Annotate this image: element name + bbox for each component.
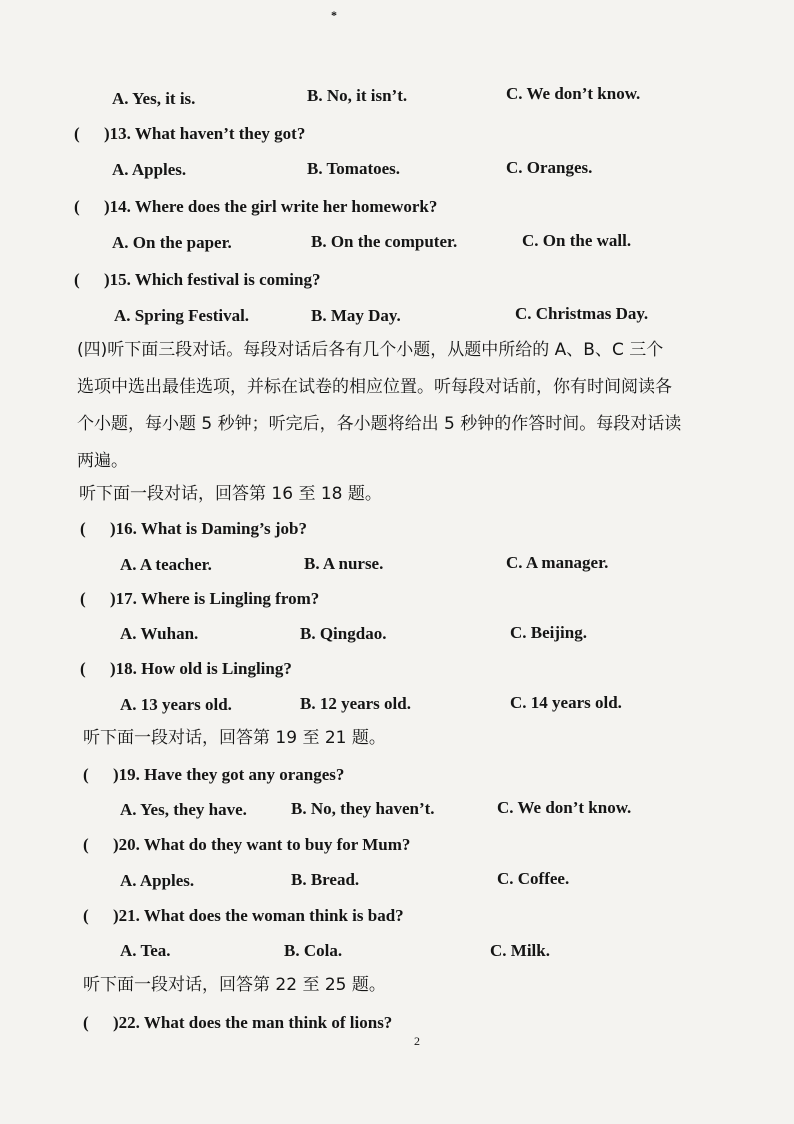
question-text: Where is Lingling from? [140, 589, 320, 608]
q21-option-c: C. Milk. [490, 941, 550, 960]
q21-option-b: B. Cola. [284, 941, 343, 960]
question-20: ( )20. What do they want to buy for Mum? [83, 835, 411, 854]
question-number: 18 [115, 659, 133, 678]
paren-close: ) [113, 1013, 119, 1032]
instruction-line: 两遍。 [77, 451, 128, 471]
q20-option-c: C. Coffee. [497, 869, 570, 888]
question-13: ( )13. What haven’t they got? [74, 124, 306, 143]
q14-option-c: C. On the wall. [522, 231, 632, 250]
question-number: 21 [118, 906, 136, 925]
question-text: How old is Lingling? [141, 659, 292, 678]
question-text: What haven’t they got? [134, 124, 306, 143]
q14-option-a: A. On the paper. [112, 233, 232, 252]
question-22: ( )22. What does the man think of lions? [83, 1013, 393, 1032]
q16-option-c: C. A manager. [506, 553, 609, 572]
q20-option-b: B. Bread. [291, 870, 360, 889]
q19-option-a: A. Yes, they have. [120, 800, 247, 819]
dialog-intro-1: 听下面一段对话，回答第 16 至 18 题。 [79, 484, 382, 504]
instruction-line: (四)听下面三段对话。每段对话后各有几个小题，从题中所给的 A、B、C 三个 [77, 340, 664, 360]
question-text: Have they got any oranges? [144, 765, 345, 784]
q13-option-b: B. Tomatoes. [307, 159, 401, 178]
question-number: 13 [109, 124, 127, 143]
question-number: 19 [118, 765, 136, 784]
q16-option-a: A. A teacher. [120, 555, 212, 574]
q12-option-b: B. No, it isn’t. [307, 86, 408, 105]
question-number: 17 [115, 589, 133, 608]
question-text: Where does the girl write her homework? [134, 197, 438, 216]
answer-paren: ( [83, 835, 89, 854]
question-16: ( )16. What is Daming’s job? [80, 519, 307, 538]
answer-paren: ( [80, 589, 86, 608]
answer-paren: ( [83, 1013, 89, 1032]
question-text: What do they want to buy for Mum? [143, 835, 411, 854]
question-text: What is Daming’s job? [140, 519, 307, 538]
question-number: 22 [118, 1013, 136, 1032]
q13-option-a: A. Apples. [112, 160, 187, 179]
answer-paren: ( [83, 765, 89, 784]
question-number: 16 [115, 519, 133, 538]
page-number: 2 [414, 1034, 420, 1048]
question-text: Which festival is coming? [134, 270, 321, 289]
answer-paren: ( [74, 197, 80, 216]
paren-close: ) [104, 124, 110, 143]
question-text: What does the woman think is bad? [143, 906, 404, 925]
question-15: ( )15. Which festival is coming? [74, 270, 321, 289]
dialog-intro-2: 听下面一段对话，回答第 19 至 21 题。 [83, 728, 386, 748]
paren-close: ) [113, 906, 119, 925]
question-number: 15 [109, 270, 127, 289]
q15-option-c: C. Christmas Day. [515, 304, 649, 323]
question-text: What does the man think of lions? [143, 1013, 393, 1032]
q17-option-a: A. Wuhan. [120, 624, 199, 643]
question-21: ( )21. What does the woman think is bad? [83, 906, 404, 925]
q17-option-c: C. Beijing. [510, 623, 587, 642]
section-4-instructions [77, 332, 757, 480]
paren-close: ) [110, 519, 116, 538]
q19-option-b: B. No, they haven’t. [291, 799, 435, 818]
answer-paren: ( [80, 519, 86, 538]
question-17: ( )17. Where is Lingling from? [80, 589, 320, 608]
answer-paren: ( [83, 906, 89, 925]
question-19: ( )19. Have they got any oranges? [83, 765, 345, 784]
q20-option-a: A. Apples. [120, 871, 195, 890]
question-18: ( )18. How old is Lingling? [80, 659, 292, 678]
paren-close: ) [104, 270, 110, 289]
top-mark: * [331, 8, 337, 22]
q16-option-b: B. A nurse. [304, 554, 384, 573]
answer-paren: ( [80, 659, 86, 678]
answer-paren: ( [74, 124, 80, 143]
q18-option-c: C. 14 years old. [510, 693, 622, 712]
q18-option-a: A. 13 years old. [120, 695, 232, 714]
q12-option-c: C. We don’t know. [506, 84, 641, 103]
q14-option-b: B. On the computer. [311, 232, 458, 251]
q13-option-c: C. Oranges. [506, 158, 593, 177]
q12-option-a: A. Yes, it is. [112, 89, 196, 108]
answer-paren: ( [74, 270, 80, 289]
paren-close: ) [113, 765, 119, 784]
q15-option-a: A. Spring Festival. [114, 306, 250, 325]
paren-close: ) [110, 659, 116, 678]
q18-option-b: B. 12 years old. [300, 694, 411, 713]
q17-option-b: B. Qingdao. [300, 624, 387, 643]
instruction-line: 个小题，每小题 5 秒钟；听完后，各小题将给出 5 秒钟的作答时间。每段对话读 [77, 414, 682, 434]
paren-close: ) [104, 197, 110, 216]
paren-close: ) [110, 589, 116, 608]
q15-option-b: B. May Day. [311, 306, 401, 325]
question-number: 14 [109, 197, 127, 216]
instruction-line: 选项中选出最佳选项，并标在试卷的相应位置。听每段对话前，你有时间阅读各 [77, 377, 672, 397]
question-14: ( )14. Where does the girl write her homework? [74, 197, 438, 216]
paren-close: ) [113, 835, 119, 854]
question-number: 20 [118, 835, 136, 854]
dialog-intro-3: 听下面一段对话，回答第 22 至 25 题。 [83, 975, 386, 995]
q21-option-a: A. Tea. [120, 941, 171, 960]
q19-option-c: C. We don’t know. [497, 798, 632, 817]
